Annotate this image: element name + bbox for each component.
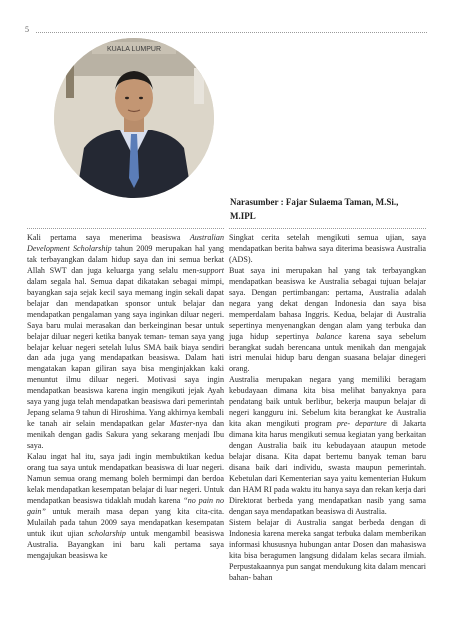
italic-text-run: Master [169,419,193,429]
italic-text-run: balance [316,331,342,341]
portrait-photo [54,38,214,198]
text-run: Kali pertama saya menerima beasiswa [27,233,190,242]
text-run: Singkat cerita setelah mengikuti semua ujian, saya mendapatkan berita bahwa saya diterima beasiswa Australia (ADS). [229,233,426,264]
text-run: dalam segala hal. Semua dapat dikatakan sebagai mimpi, bayangkan saja sejak kecil saya memang ingin sekali dapat belajar dan mendapatkan sponsor untuk belajar dan mendapatkan pengalaman yang saya inginkan diluar negeri. Saya baru mulai merasakan dan berkeinginan besar untuk belajar diluar negeri ketika banyak teman- teman saya yang belajar keluar negeri setelah lulus SMA baik biaya sendiri dan ada juga yang mendapatkan beasiswa. Dalam hati mengatakan kapan giliran saya bisa menginjakkan kaki menuntut ilmu diluar negeri. Motivasi saya ingin mendapatkan beasiswa karena ingin mengikuti jejak Ayah saya yang juga telah mendapatkan beasiswa dari pemerintah Jepang selama 9 tahun di Hiroshima. Yang akhirnya kembali ke tanah air selain mendapatkan gelar [27,276,224,429]
left-paragraph-2 [27,452,224,562]
italic-text-run: “no pain no gain” [27,495,224,516]
text-run: untuk mengambil beasiswa Australia. Bayangkan ini baru kali pertama saya mengajukan beasiswa ke [27,528,225,560]
italic-text-run: pre- departure [336,419,387,429]
page-number: 5 [25,25,29,34]
right-paragraph-1 [229,233,426,266]
italic-text-run: scholarship [88,528,126,538]
left-column [27,233,224,562]
right-paragraph-3 [229,375,426,517]
banner-text: KUALA LUMPUR [106,46,162,53]
photo-caption [230,195,430,223]
text-run: karena saya sebelum berangkat sudah berencana untuk menikah dan mengajak istri menulai hidup baru dengan suasana belajar dinegeri orang. [229,331,426,374]
text-run: untuk meraih masa depan yang kita cita-cita. Mulailah pada tahun 2009 saya mendapatkan kesempatan untuk ikut ujian [27,506,224,538]
right-paragraph-4 [229,518,426,584]
caption-line-1: Narasumber : Fajar Sulaema Taman, M.Si., [230,197,399,207]
text-run: Kalau ingat hal itu, saya jadi ingin membuktikan kedua orang tua saya untuk mendapatkan beasiswa di luar negeri. Namun semua orang memang boleh bermimpi dan berdoa kelak mendapatkan kesempatan belajar di luar negeri. Untuk mendapatkan beasiswa tidaklah mudah karena [27,452,224,505]
right-paragraph-2 [229,266,426,376]
text-run: -nya dan menikah dengan gadis Sakura yang sekarang menjadi Ibu saya. [27,419,225,451]
portrait-illustration [54,38,214,198]
left-paragraph-1 [27,233,224,452]
text-run: Buat saya ini merupakan hal yang tak terbayangkan mendapatkan beasiswa ke Australia sebagai tujuan belajar saya. Dengan pertimbangan: pertama, Australia adalah negara yang dekat dengan Indonesia dan saya bisa memperdalam bahasa Inggris. Kedua, belajar di Australia sepertinya menyenangkan dengan alam yang terbuka dan juga hidup sepertinya [229,265,426,341]
right-column-rule [229,228,426,229]
caption-line-2: M.IPL [230,211,256,221]
text-run: di Jakarta dimana kita harus mengikuti semua kegiatan yang berkaitan dengan Australia baik itu kebudayaan ataupun metode belajar disana. Kita dapat bertemu banyak teman baru disana baik dari individu, swasta maupun pemerintah. Kebetulan dari Kementerian saya yaitu kementerian Hukum dan HAM RI pada waktu itu hanya saya dan rekan kerja dari Direktorat berbeda yang mendapatkan nasib yang sama dengan saya mendapatkan beasiswa di Australia. [229,419,427,516]
top-rule [36,32,427,33]
text-run: Australia merupakan negara yang memiliki beragam kebudayaan dimana kita bisa melihat banyaknya para pendatang baik untuk berlibur, bekerja maupun belajar di negeri kangguru ini. Sebelum kita berangkat ke Australia kita akan mengikuti program [229,375,426,429]
left-column-rule [27,228,224,229]
text-run: Sistem belajar di Australia sangat berbeda dengan di Indonesia karena mereka sangat terbuka dalam memberikan informasi khususnya hubungan antar Dosen dan mahasiswa kita bisa beragumen langsung didalam kelas secara ilmiah. Perpustakaannya pun sangat mendukung kita dalam mencari bahan- bahan [229,517,426,582]
text-run: tahun 2009 merupakan hal yang tak terbayangkan dalam hidup saya dan ini semua berkat Allah SWT dan juga keluarga yang selalu men- [27,243,224,275]
right-column [229,233,426,584]
italic-text-run: Australian Development Scholarship [27,233,224,253]
italic-text-run: support [199,265,224,275]
